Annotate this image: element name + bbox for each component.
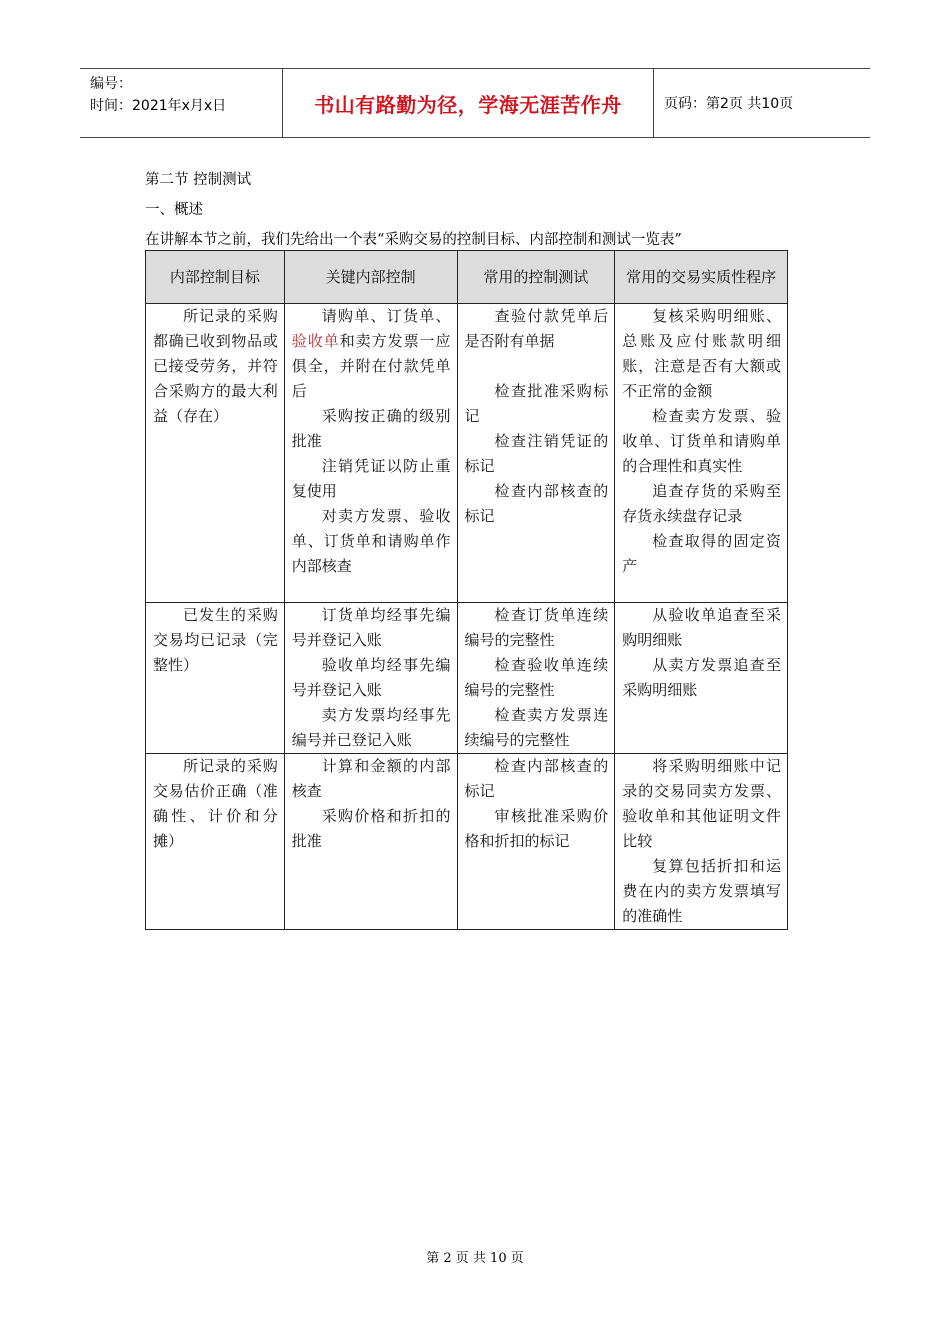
cell-text: 检查批准采购标记 — [464, 382, 609, 425]
cell-text: 卖方发票均经事先编号并已登记入账 — [291, 706, 451, 749]
header-substantive-procedures: 常用的交易实质性程序 — [615, 251, 788, 304]
cell-text-part: 和卖方发票一应俱全，并附在付款凭单后 — [291, 332, 451, 400]
cell-text: 计算和金额的内部核查 — [291, 757, 451, 800]
cell-text: 已发生的采购交易均已记录（完整性） — [153, 606, 278, 674]
cell-text — [292, 304, 451, 404]
cell-text: 检查内部核查的标记 — [464, 482, 609, 525]
cell-text: 所记录的采购都确已收到物品或已接受劳务，并符合采购方的最大利益（存在） — [153, 307, 278, 425]
cell-text-part: 请购单、订货单、 — [321, 307, 451, 325]
control-test-table — [145, 250, 788, 930]
controls-cell — [284, 304, 457, 603]
cell-text: 查验付款凭单后是否附有单据 — [464, 307, 609, 350]
cell-text: 检查卖方发票、验收单、订货单和请购单的合理性和真实性 — [622, 407, 781, 475]
subsection-title: 一、概述 — [145, 202, 203, 218]
cell-text: 采购价格和折扣的批准 — [291, 807, 451, 850]
controls-cell — [284, 754, 457, 930]
header-objective: 内部控制目标 — [146, 251, 285, 304]
procedures-cell — [615, 603, 788, 754]
cell-text: 注销凭证以防止重复使用 — [291, 457, 451, 500]
cell-text: 检查注销凭证的标记 — [464, 432, 609, 475]
cell-text: 将采购明细账中记录的交易同卖方发票、验收单和其他证明文件比较 — [622, 757, 781, 850]
table-row — [146, 603, 788, 754]
highlighted-term: 验收单 — [291, 332, 340, 350]
procedures-cell — [615, 304, 788, 603]
cell-text: 从验收单追查至采购明细账 — [622, 606, 781, 649]
cell-text: 订货单均经事先编号并登记入账 — [291, 606, 451, 649]
cell-text: 检查卖方发票连续编号的完整性 — [464, 706, 609, 749]
number-label: 编号： — [90, 76, 132, 92]
header-control-tests: 常用的控制测试 — [457, 251, 615, 304]
cell-text: 对卖方发票、验收单、订货单和请购单作内部核查 — [291, 507, 451, 575]
table-row — [146, 304, 788, 603]
cell-text: 采购按正确的级别批准 — [291, 407, 451, 450]
controls-cell — [284, 603, 457, 754]
cell-text: 复核采购明细账、总账及应付账款明细账，注意是否有大额或不正常的金额 — [622, 307, 781, 400]
header-page-info: 页码：第2页 共10页 — [664, 96, 794, 112]
time-label: 时间：2021年x月x日 — [90, 98, 227, 114]
tests-cell — [457, 304, 615, 603]
intro-text: 在讲解本节之前，我们先给出一个表“采购交易的控制目标、内部控制和测试一览表” — [145, 232, 682, 248]
table-row — [146, 754, 788, 930]
section-title: 第二节 控制测试 — [145, 172, 252, 188]
page-footer: 第 2 页 共 10 页 — [426, 1251, 524, 1266]
cell-text: 检查取得的固定资产 — [622, 532, 781, 575]
cell-spacer — [465, 354, 609, 379]
header-motto: 书山有路勤为径，学海无涯苦作舟 — [282, 69, 654, 137]
objective-cell — [146, 603, 285, 754]
tests-cell — [457, 754, 615, 930]
cell-text: 检查订货单连续编号的完整性 — [464, 606, 609, 649]
table-header-row — [146, 251, 788, 304]
cell-text: 复算包括折扣和运费在内的卖方发票填写的准确性 — [622, 857, 781, 925]
objective-cell — [146, 754, 285, 930]
tests-cell — [457, 603, 615, 754]
cell-text: 验收单均经事先编号并登记入账 — [291, 656, 451, 699]
cell-text: 追查存货的采购至存货永续盘存记录 — [622, 482, 781, 525]
header-meta — [80, 69, 282, 137]
cell-text: 审核批准采购价格和折扣的标记 — [464, 807, 609, 850]
objective-cell — [146, 304, 285, 603]
cell-text: 所记录的采购交易估价正确（准确性、计价和分摊） — [153, 757, 278, 850]
document-header — [80, 68, 870, 138]
cell-text: 从卖方发票追查至采购明细账 — [622, 656, 781, 699]
cell-text: 检查内部核查的标记 — [464, 757, 609, 800]
cell-text: 检查验收单连续编号的完整性 — [464, 656, 609, 699]
header-key-controls: 关键内部控制 — [284, 251, 457, 304]
procedures-cell — [615, 754, 788, 930]
